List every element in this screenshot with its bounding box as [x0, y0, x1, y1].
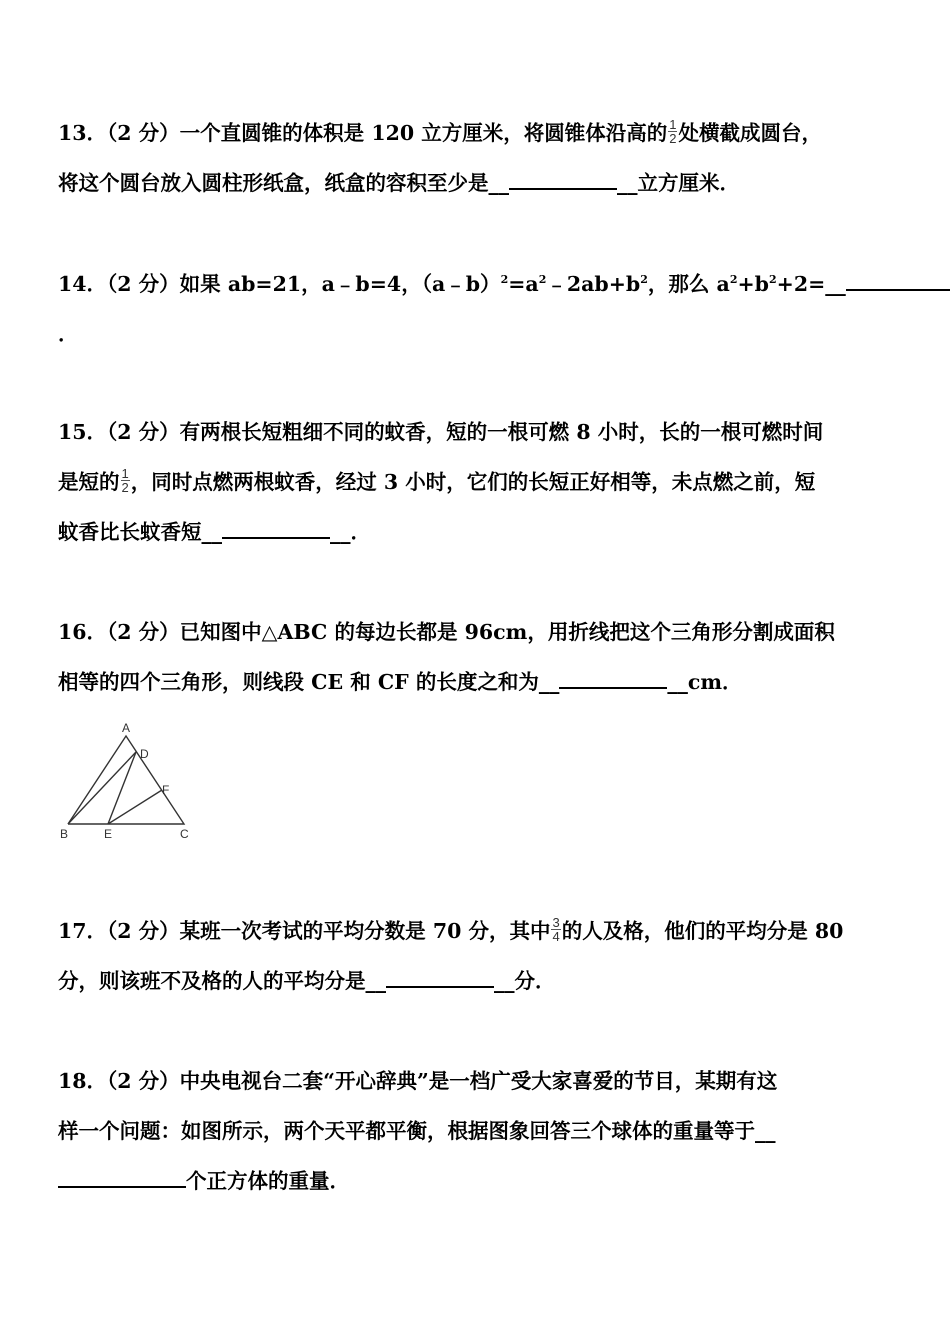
q13-answer-blank[interactable]: [509, 164, 617, 190]
q18-answer-blank[interactable]: [58, 1162, 186, 1188]
segment-de: [108, 752, 136, 824]
label-d: D: [140, 747, 149, 761]
question-14: [58, 259, 898, 359]
q17-line-2: 分，则该班不及格的人的平均分是__ __分．: [58, 956, 898, 1006]
label-b: B: [60, 827, 69, 838]
question-18: [58, 1056, 898, 1206]
triangle-outline: [68, 736, 184, 824]
q15-fraction: $\frac{1}{2}$: [121, 466, 129, 495]
q14-line-1: 14．（2 分）如果 ab=21，a﹣b=4，$(a﹣b)^2=a^2﹣2ab+b^2$，那么 $a^2+b^2+2=\_\_$: [58, 259, 898, 309]
q15-answer-blank[interactable]: [222, 513, 330, 539]
q13-text-after: 处横截成圆台，: [678, 121, 822, 145]
q17-fraction: $\frac{3}{4}$: [552, 915, 560, 944]
question-15: [58, 407, 898, 557]
q15-line-1: 15．（2 分）有两根长短粗细不同的蚊香，短的一根可燃 8 小时，长的一根可燃时间: [58, 420, 824, 444]
q14-answer-blank[interactable]: [846, 265, 950, 291]
q16-answer-blank[interactable]: [559, 663, 667, 689]
q16-line-1: 16．（2 分）已知图中△ABC 的每边长都是 96cm，用折线把这个三角形分割成面积: [58, 620, 835, 644]
label-c: C: [180, 827, 189, 838]
label-a: A: [122, 721, 131, 735]
q18-line-1: 18．（2 分）中央电视台二套“开心辞典”是一档广受大家喜爱的节目，某期有这: [58, 1069, 778, 1093]
q16-line-2: 相等的四个三角形，则线段 CE 和 CF 的长度之和为__ __cm．: [58, 657, 898, 707]
label-e: E: [104, 827, 113, 838]
q13-line-2: 将这个圆台放入圆柱形纸盒，纸盒的容积至少是__ __立方厘米．: [58, 158, 898, 208]
question-17: [58, 906, 898, 1006]
q17-line-1: 17．（2 分）某班一次考试的平均分数是 70 分，其中 $\frac{3}{4}$ 的人及格，他们的平均分是 80: [58, 915, 844, 944]
q13-line-1: [58, 108, 898, 158]
q13-text: 13．（2 分）一个直圆锥的体积是 120 立方厘米，将圆锥体沿高的: [58, 121, 668, 145]
q15-line-2: 是短的 $\frac{1}{2}$ ，同时点燃两根蚊香，经过 3 小时，它们的长短正好相等，未点燃之前，短: [58, 466, 816, 495]
q18-line-3: 个正方体的重量．: [58, 1156, 898, 1206]
q14-line-2: ．: [58, 322, 79, 346]
label-f: F: [162, 783, 170, 797]
question-16: [58, 607, 898, 707]
q17-answer-blank[interactable]: [386, 962, 494, 988]
q18-line-2: 样一个问题：如图所示，两个天平都平衡，根据图象回答三个球体的重量等于__: [58, 1119, 776, 1143]
q15-line-3: 蚊香比长蚊香短__ __．: [58, 507, 898, 557]
question-13: [58, 108, 898, 208]
segment-ef: [108, 790, 162, 824]
q13-fraction: $\frac{1}{2}$: [669, 117, 677, 146]
triangle-abc-figure: [58, 718, 198, 838]
